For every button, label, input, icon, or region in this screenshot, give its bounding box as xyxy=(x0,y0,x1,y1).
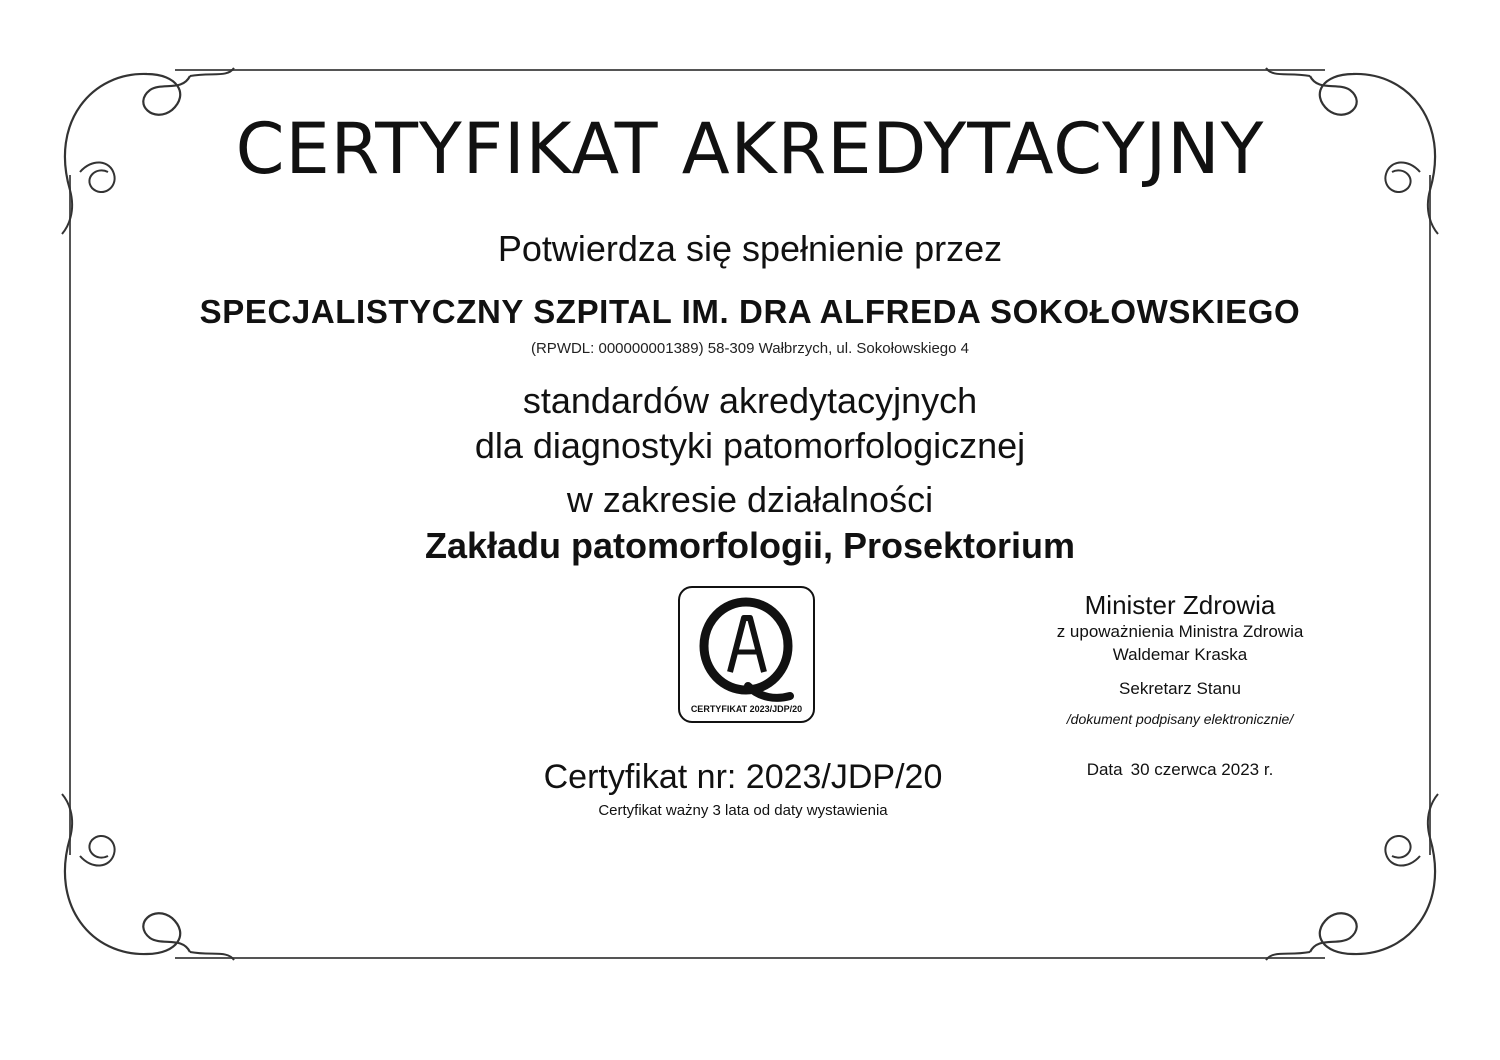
certificate-validity: Certyfikat ważny 3 lata od daty wystawienia xyxy=(598,802,888,819)
signatory-title: Minister Zdrowia xyxy=(1084,590,1276,620)
hospital-name: SPECJALISTYCZNY SZPITAL IM. DRA ALFREDA SOKOŁOWSKIEGO xyxy=(199,293,1301,330)
certificate-number: Certyfikat nr: 2023/JDP/20 xyxy=(543,758,943,796)
certificate-title: CERTYFIKAT AKREDYTACYJNY xyxy=(235,108,1265,190)
hospital-address: (RPWDL: 000000001389) 58-309 Wałbrzych, ul. Sokołowskiego 4 xyxy=(530,340,969,357)
confirm-text: Potwierdza się spełnienie przez xyxy=(497,228,1003,269)
issue-date xyxy=(1030,760,1330,780)
signature-note: /dokument podpisany elektronicznie/ xyxy=(1066,711,1294,727)
logo-caption: CERTYFIKAT 2023/JDP/20 xyxy=(690,704,803,714)
date-label: Data xyxy=(1086,760,1123,779)
standards-line-2: dla diagnostyki patomorfologicznej xyxy=(474,425,1026,466)
signatory-authority: z upoważnienia Ministra Zdrowia xyxy=(1056,622,1304,641)
signatory-name: Waldemar Kraska xyxy=(1112,645,1248,664)
corner-flourish-bottom-left xyxy=(62,794,234,960)
accreditation-logo xyxy=(678,586,815,723)
date-value: 30 czerwca 2023 r. xyxy=(1130,760,1274,779)
scope-intro: w zakresie działalności xyxy=(566,479,934,520)
standards-line-1: standardów akredytacyjnych xyxy=(522,380,978,421)
accreditation-qa-logo-icon xyxy=(680,588,813,721)
unit-name: Zakładu patomorfologii, Prosektorium xyxy=(424,525,1076,566)
corner-flourish-bottom-right xyxy=(1266,794,1438,960)
signatory-role: Sekretarz Stanu xyxy=(1119,679,1241,698)
